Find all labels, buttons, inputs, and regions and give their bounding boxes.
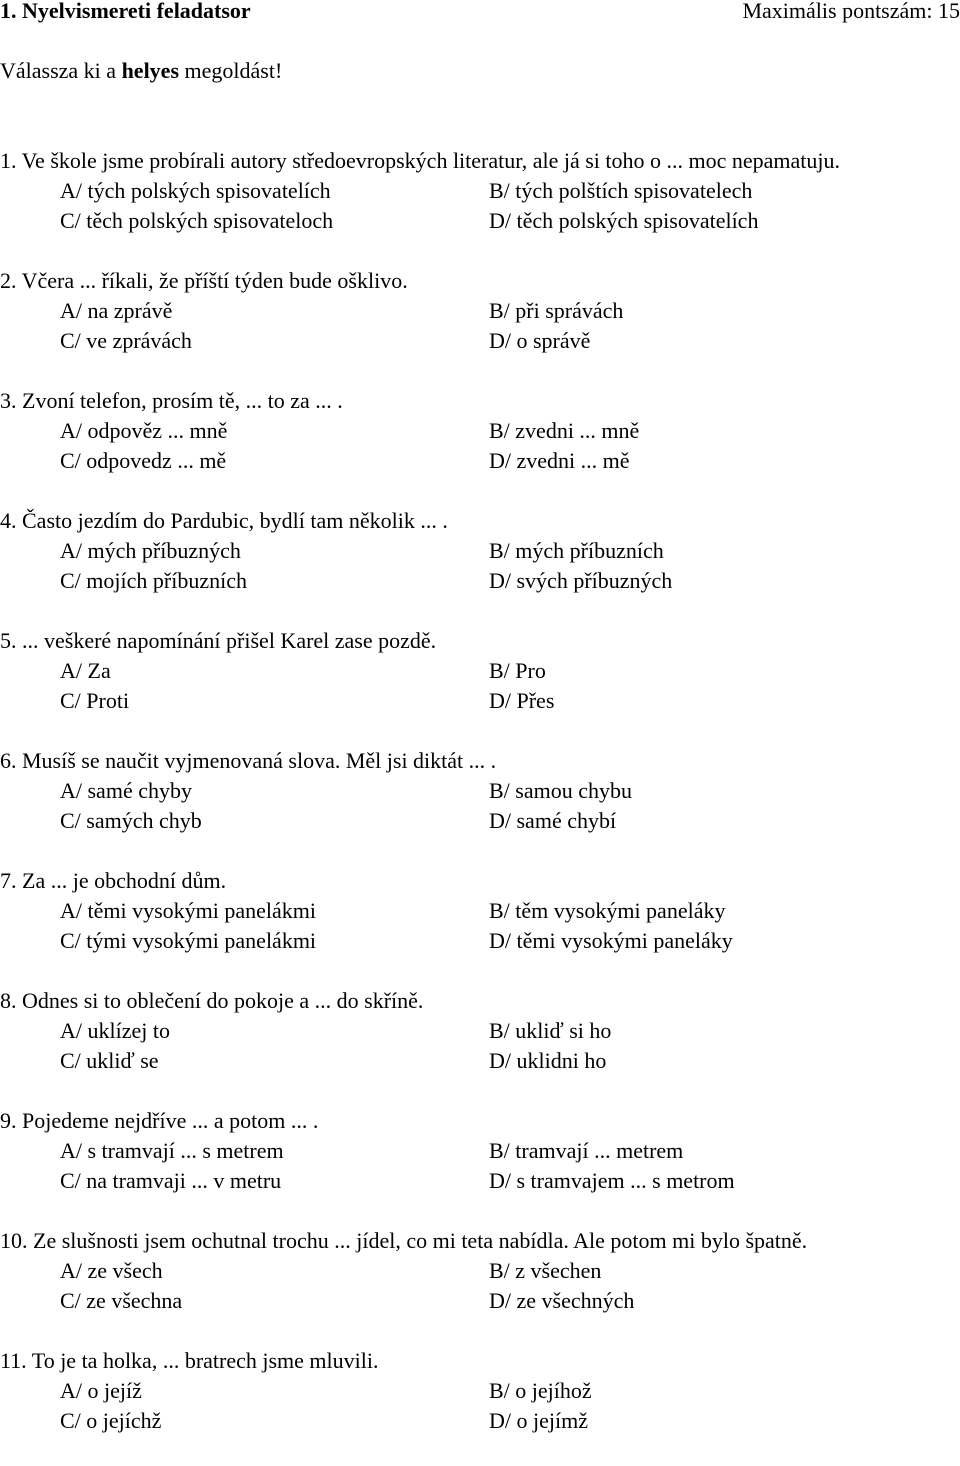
answer-option[interactable]: D/ samé chybí [489, 808, 617, 833]
option-row [0, 1166, 960, 1196]
instruction-text: Válassza ki a [0, 58, 122, 83]
question-7 [0, 866, 960, 956]
answer-option[interactable]: D/ o jejímž [489, 1408, 588, 1433]
question-text: 8. Odnes si to oblečení do pokoje a ... do skříně. [0, 988, 424, 1013]
option-row [0, 416, 960, 446]
question-text: 4. Často jezdím do Pardubic, bydlí tam několik ... . [0, 508, 448, 533]
option-row [0, 1406, 960, 1436]
page-title: 1. Nyelvismereti feladatsor [0, 0, 251, 23]
instruction-bold: helyes [121, 58, 180, 83]
question-2 [0, 266, 960, 356]
answer-option[interactable]: B/ tramvají ... metrem [489, 1138, 684, 1163]
option-row [0, 686, 960, 716]
answer-option[interactable]: C/ ve zprávách [60, 328, 192, 353]
answer-option[interactable]: D/ s tramvajem ... s metrom [489, 1168, 735, 1193]
answer-option[interactable]: C/ ukliď se [60, 1048, 159, 1073]
answer-option[interactable]: A/ odpověz ... mně [60, 418, 228, 443]
answer-option[interactable]: D/ zvedni ... mě [489, 448, 630, 473]
answer-option[interactable]: C/ mojích příbuzních [60, 568, 247, 593]
question-5 [0, 626, 960, 716]
instruction [0, 56, 282, 86]
option-row [0, 566, 960, 596]
answer-option[interactable]: A/ tých polských spisovatelích [60, 178, 331, 203]
answer-option[interactable]: D/ svých příbuzných [489, 568, 673, 593]
question-6 [0, 746, 960, 836]
header [0, 0, 960, 28]
option-row [0, 1136, 960, 1166]
option-row [0, 176, 960, 206]
option-row [0, 1376, 960, 1406]
answer-option[interactable]: D/ těch polských spisovatelích [489, 208, 759, 233]
question-text: 2. Včera ... říkali, že příští týden bude ošklivo. [0, 268, 408, 293]
question-text: 5. ... veškeré napomínání přišel Karel zase pozdě. [0, 628, 437, 653]
question-1 [0, 146, 960, 236]
question-9 [0, 1106, 960, 1196]
answer-option[interactable]: B/ při správách [489, 298, 624, 323]
answer-option[interactable]: C/ tými vysokými panelákmi [60, 928, 317, 953]
instruction-text-end: megoldást! [179, 58, 283, 83]
question-text: 11. To je ta holka, ... bratrech jsme mluvili. [0, 1348, 379, 1373]
question-text: 1. Ve škole jsme probírali autory středoevropských literatur, ale já si toho o ... moc nepamatuju. [0, 148, 841, 173]
answer-option[interactable]: A/ mých příbuzných [60, 538, 241, 563]
answer-option[interactable]: B/ zvedni ... mně [489, 418, 640, 443]
question-4 [0, 506, 960, 596]
answer-option[interactable]: A/ samé chyby [60, 778, 192, 803]
option-row [0, 446, 960, 476]
option-row [0, 656, 960, 686]
option-row [0, 536, 960, 566]
question-text: 6. Musíš se naučit vyjmenovaná slova. Měl jsi diktát ... . [0, 748, 497, 773]
option-row [0, 326, 960, 356]
question-text: 10. Ze slušnosti jsem ochutnal trochu ... jídel, co mi teta nabídla. Ale potom mi bylo špatně. [0, 1228, 808, 1253]
option-row [0, 806, 960, 836]
answer-option[interactable]: A/ těmi vysokými panelákmi [60, 898, 317, 923]
option-row [0, 776, 960, 806]
answer-option[interactable]: A/ ze všech [60, 1258, 163, 1283]
answer-option[interactable]: D/ uklidni ho [489, 1048, 607, 1073]
option-row [0, 896, 960, 926]
answer-option[interactable]: A/ o jejíž [60, 1378, 142, 1403]
answer-option[interactable]: A/ uklízej to [60, 1018, 170, 1043]
answer-option[interactable]: C/ na tramvaji ... v metru [60, 1168, 282, 1193]
answer-option[interactable]: B/ samou chybu [489, 778, 632, 803]
question-text: 7. Za ... je obchodní dům. [0, 868, 227, 893]
answer-option[interactable]: C/ odpovedz ... mě [60, 448, 227, 473]
answer-option[interactable]: C/ těch polských spisovateloch [60, 208, 334, 233]
answer-option[interactable]: B/ těm vysokými paneláky [489, 898, 726, 923]
option-row [0, 296, 960, 326]
option-row [0, 926, 960, 956]
answer-option[interactable]: D/ Přes [489, 688, 555, 713]
answer-option[interactable]: C/ ze všechna [60, 1288, 183, 1313]
answer-option[interactable]: B/ Pro [489, 658, 546, 683]
answer-option[interactable]: B/ z všechen [489, 1258, 602, 1283]
answer-option[interactable]: A/ Za [60, 658, 111, 683]
option-row [0, 206, 960, 236]
answer-option[interactable]: C/ o jejíchž [60, 1408, 162, 1433]
max-points: Maximális pontszám: 15 [742, 0, 960, 23]
question-list [0, 146, 960, 1466]
answer-option[interactable]: C/ Proti [60, 688, 130, 713]
answer-option[interactable]: D/ o správě [489, 328, 591, 353]
option-row [0, 1046, 960, 1076]
question-10 [0, 1226, 960, 1316]
question-8 [0, 986, 960, 1076]
answer-option[interactable]: A/ na zprávě [60, 298, 173, 323]
question-11 [0, 1346, 960, 1436]
answer-option[interactable]: B/ tých polštích spisovatelech [489, 178, 753, 203]
option-row [0, 1256, 960, 1286]
option-row [0, 1016, 960, 1046]
question-text: 3. Zvoní telefon, prosím tě, ... to za ... . [0, 388, 343, 413]
question-3 [0, 386, 960, 476]
option-row [0, 1286, 960, 1316]
answer-option[interactable]: B/ ukliď si ho [489, 1018, 612, 1043]
answer-option[interactable]: D/ ze všechných [489, 1288, 635, 1313]
answer-option[interactable]: B/ o jejíhož [489, 1378, 592, 1403]
answer-option[interactable]: B/ mých příbuzních [489, 538, 664, 563]
answer-option[interactable]: D/ těmi vysokými paneláky [489, 928, 733, 953]
question-text: 9. Pojedeme nejdříve ... a potom ... . [0, 1108, 319, 1133]
answer-option[interactable]: A/ s tramvají ... s metrem [60, 1138, 284, 1163]
answer-option[interactable]: C/ samých chyb [60, 808, 202, 833]
